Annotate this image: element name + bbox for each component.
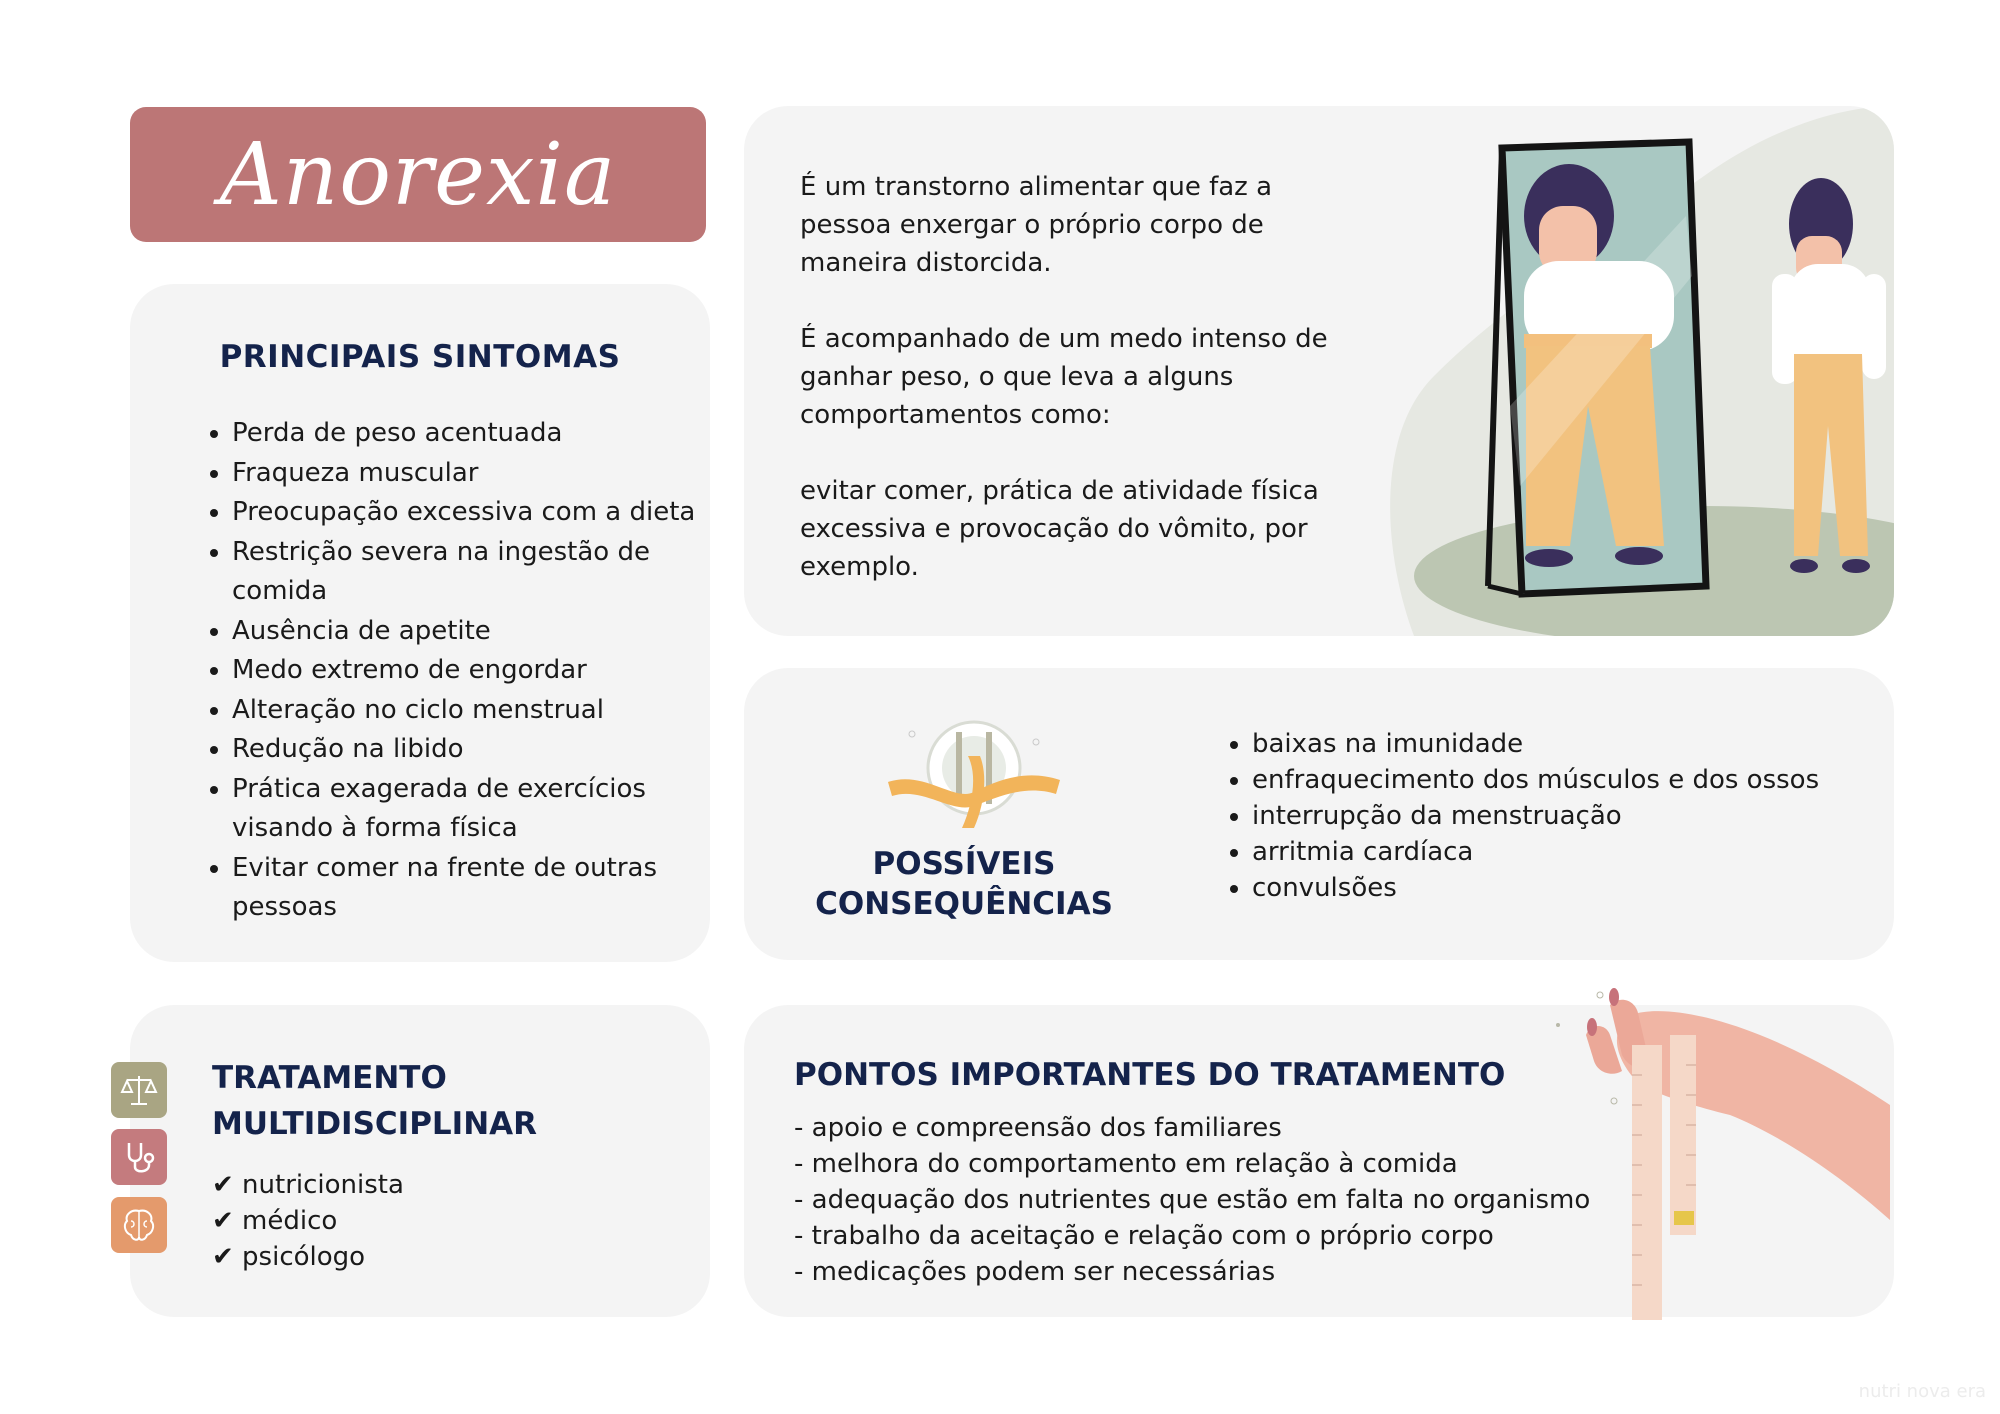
brain-icon [111,1197,167,1253]
list-item: - melhora do comportamento em relação à comida [794,1149,1458,1179]
intro-paragraph: evitar comer, prática de atividade física excessiva e provocação do vômito, por exemplo. [800,476,1319,582]
plate-tape-illustration [884,716,1064,836]
scale-icon [111,1062,167,1118]
list-item: • Preocupação excessiva com a dieta [232,493,702,533]
intro-card [744,106,1894,636]
list-item: - adequação dos nutrientes que estão em falta no organismo [794,1185,1591,1215]
list-item: ✔ médico [212,1206,338,1236]
treatment-points-heading: PONTOS IMPORTANTES DO TRATAMENTO [794,1057,1506,1093]
list-item: • Redução na libido [232,730,702,770]
list-item: • interrupção da menstruação [1252,798,1892,834]
symptoms-heading: PRINCIPAIS SINTOMAS [219,339,621,375]
list-item: ✔ psicólogo [212,1242,366,1272]
list-item: • Prática exagerada de exercícios visando à forma física [232,770,702,849]
list-item: • Fraqueza muscular [232,454,702,494]
consequences-list [1222,726,1892,906]
list-item: • enfraquecimento dos músculos e dos ossos [1252,762,1892,798]
symptoms-card [130,284,710,962]
intro-text [800,168,1360,624]
list-item: • baixas na imunidade [1252,726,1892,762]
list-item: • Ausência de apetite [232,612,702,652]
treatment-heading [212,1055,632,1147]
hand-measuring-tape-illustration [1510,975,1900,1320]
list-item: • arritmia cardíaca [1252,834,1892,870]
consequences-heading-line1: POSSÍVEIS [872,846,1056,882]
title-banner [130,107,706,242]
list-item: - medicações podem ser necessárias [794,1257,1276,1287]
stethoscope-icon [111,1129,167,1185]
treatment-heading-line2: MULTIDISCIPLINAR [212,1106,538,1142]
symptoms-list [202,414,702,928]
watermark: nutri nova era [1858,1381,1986,1402]
list-item: • Alteração no ciclo menstrual [232,691,702,731]
list-item: • Evitar comer na frente de outras pessoas [232,849,702,928]
consequences-card [744,668,1894,960]
page-title: Anorexia [219,124,617,225]
treatment-heading-line1: TRATAMENTO [212,1060,447,1096]
list-item: • Perda de peso acentuada [232,414,702,454]
mirror-illustration [1374,106,1894,636]
treatment-card [130,1005,710,1317]
list-item: • convulsões [1252,870,1892,906]
intro-paragraph: É acompanhado de um medo intenso de ganhar peso, o que leva a alguns comportamentos como: [800,324,1328,430]
list-item: • Restrição severa na ingestão de comida [232,533,702,612]
professionals-list [212,1167,404,1275]
list-item: - apoio e compreensão dos familiares [794,1113,1282,1143]
consequences-heading [814,844,1114,924]
intro-paragraph: É um transtorno alimentar que faz a pessoa enxergar o próprio corpo de maneira distorcida. [800,172,1273,278]
list-item: - trabalho da aceitação e relação com o próprio corpo [794,1221,1494,1251]
list-item: ✔ nutricionista [212,1170,404,1200]
list-item: • Medo extremo de engordar [232,651,702,691]
consequences-heading-line2: CONSEQUÊNCIAS [815,886,1113,922]
